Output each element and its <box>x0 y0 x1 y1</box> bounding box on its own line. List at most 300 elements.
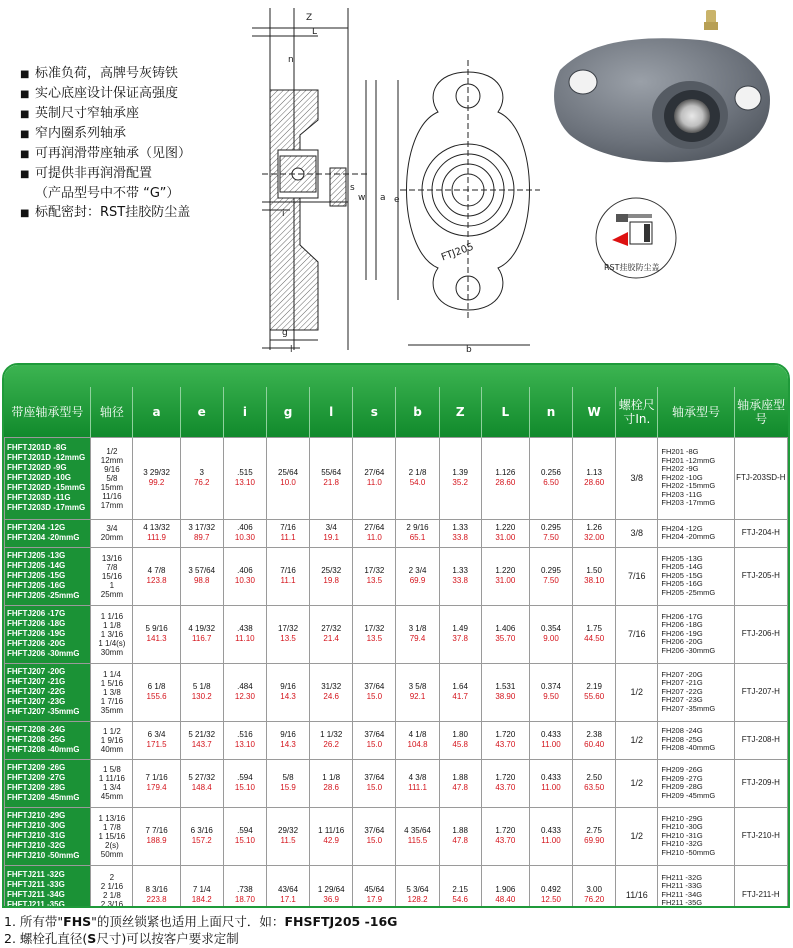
cell-housing: FTJ-203SD-H <box>734 437 787 519</box>
cell-dim-i <box>223 721 266 759</box>
cell-dim-b <box>396 721 439 759</box>
header-n: n <box>529 387 572 437</box>
cell-bore: 1 13/16 1 7/8 1 15/16 2(s) 50mm <box>91 807 133 865</box>
metric-value: 19.8 <box>323 576 339 585</box>
cell-dim-l <box>481 547 529 605</box>
inch-value: 2.15 <box>452 885 468 894</box>
metric-value: 6.50 <box>543 478 559 487</box>
inch-value: 1.50 <box>586 566 602 575</box>
metric-value: 60.40 <box>584 740 605 749</box>
inch-value: 1.220 <box>495 566 516 575</box>
header-g: g <box>266 387 309 437</box>
metric-value: 92.1 <box>409 692 426 701</box>
bullet-square-icon: ■ <box>20 129 30 140</box>
cell-housing: FTJ-209-H <box>734 759 787 807</box>
metric-value: 79.4 <box>409 634 426 643</box>
footnote-pre: 螺栓孔直径( <box>19 931 88 946</box>
inch-value: 1.88 <box>452 826 468 835</box>
metric-value: 17.1 <box>280 895 296 904</box>
spec-table-body <box>5 437 788 908</box>
cell-dim-l <box>481 721 529 759</box>
cell-dim-s <box>353 519 396 547</box>
cell-dim-e <box>180 865 223 908</box>
metric-value: 69.9 <box>409 576 426 585</box>
inch-value: 0.295 <box>540 523 562 532</box>
metric-value: 11.00 <box>541 836 561 845</box>
metric-value: 12.50 <box>540 895 562 904</box>
bullet-square-icon: ■ <box>20 89 30 100</box>
inch-value: 6 3/16 <box>190 826 213 835</box>
inch-value: 9/16 <box>280 730 296 739</box>
cell-bearing: FH205 -13G FH205 -14G FH205 -15G FH205 -16G FH205 -25mmG <box>658 547 734 605</box>
metric-value: 128.2 <box>407 895 428 904</box>
cell-dim-z <box>439 865 481 908</box>
inch-value: 27/64 <box>364 523 385 532</box>
cell-dim-e <box>180 437 223 519</box>
cell-dim-n <box>529 663 572 721</box>
cell-dim-n <box>529 807 572 865</box>
inch-value: 25/32 <box>321 566 342 575</box>
metric-value: 76.20 <box>584 895 605 904</box>
bullet-square-icon: ■ <box>20 208 30 219</box>
inch-value: 3 29/32 <box>143 468 170 477</box>
cell-dim-g <box>266 519 309 547</box>
header-z: Z <box>439 387 481 437</box>
cell-dim-i <box>223 865 266 908</box>
cell-dim-b <box>396 437 439 519</box>
inch-value: 3 57/64 <box>188 566 216 575</box>
metric-value: 179.4 <box>146 783 167 792</box>
cell-dim-b <box>396 807 439 865</box>
metric-value: 47.8 <box>452 836 468 845</box>
footnote <box>4 930 784 947</box>
cell-dim-a <box>133 759 180 807</box>
cell-dim-s <box>353 663 396 721</box>
metric-value: 11.00 <box>541 740 561 749</box>
cell-dim-l <box>310 519 353 547</box>
cell-dim-g <box>266 605 309 663</box>
cell-bore: 1 1/4 1 5/16 1 3/8 1 7/16 35mm <box>91 663 133 721</box>
side-view <box>252 8 376 350</box>
metric-value: 37.8 <box>452 634 468 643</box>
metric-value: 130.2 <box>191 692 212 701</box>
inch-value: 7 1/16 <box>145 773 168 782</box>
metric-value: 15.0 <box>366 740 383 749</box>
inch-value: 1.39 <box>452 468 468 477</box>
inch-value: 17/32 <box>278 624 299 633</box>
table-row <box>5 437 788 519</box>
cell-bearing: FH206 -17G FH206 -18G FH206 -19G FH206 -20G FH206 -30mmG <box>658 605 734 663</box>
cell-bolt-size: 1/2 <box>616 721 658 759</box>
header-bolt-size: 螺栓尺寸In. <box>616 387 658 437</box>
cell-housing: FTJ-205-H <box>734 547 787 605</box>
cell-housing: FTJ-208-H <box>734 721 787 759</box>
inch-value: 2.75 <box>586 826 602 835</box>
inch-value: 1.406 <box>495 624 516 633</box>
inch-value: 2.38 <box>586 730 602 739</box>
cell-dim-a <box>133 519 180 547</box>
dim-label-a: a <box>380 193 386 203</box>
cell-model: FHFTJ211 -32G FHFTJ211 -33G FHFTJ211 -34G FHFTJ211 -35G <box>5 865 91 908</box>
dim-label-g: g <box>282 328 288 338</box>
cell-dim-l <box>481 759 529 807</box>
cell-dim-w <box>573 807 616 865</box>
cell-dim-a <box>133 547 180 605</box>
inch-value: 45/64 <box>364 885 385 894</box>
cell-dim-w <box>573 605 616 663</box>
cell-dim-s <box>353 759 396 807</box>
cell-dim-l <box>481 519 529 547</box>
inch-value: .515 <box>237 468 253 477</box>
cell-dim-z <box>439 807 481 865</box>
dim-label-l-lower: l <box>290 345 293 355</box>
metric-value: 31.00 <box>495 576 516 585</box>
inch-value: 1.720 <box>495 773 516 782</box>
metric-value: 47.8 <box>452 783 468 792</box>
metric-value: 15.0 <box>366 836 383 845</box>
cell-dim-l <box>310 759 353 807</box>
cell-dim-e <box>180 663 223 721</box>
footnote-bold1: S <box>87 931 97 946</box>
inch-value: 2 3/4 <box>408 566 427 575</box>
metric-value: 38.90 <box>495 692 516 701</box>
cell-model: FHFTJ207 -20G FHFTJ207 -21G FHFTJ207 -22G FHFTJ207 -23G FHFTJ207 -35mmG <box>5 663 91 721</box>
inch-value: 5 9/16 <box>145 624 168 633</box>
inch-value: 4 3/8 <box>408 773 427 782</box>
inch-value: 17/32 <box>364 624 385 633</box>
feature-text: 实心底座设计保证高强度 <box>35 86 179 101</box>
cell-dim-z <box>439 437 481 519</box>
inch-value: 1.720 <box>495 730 516 739</box>
inch-value: 5 27/32 <box>188 773 216 782</box>
inch-value: 4 19/32 <box>188 624 216 633</box>
metric-value: 42.9 <box>323 836 339 845</box>
cell-bore: 1 1/16 1 1/8 1 3/16 1 1/4(s) 30mm <box>91 605 133 663</box>
cell-dim-e <box>180 605 223 663</box>
metric-value: 7.50 <box>543 533 559 542</box>
metric-value: 21.4 <box>323 634 339 643</box>
metric-value: 38.10 <box>584 576 605 585</box>
cell-dim-b <box>396 759 439 807</box>
footnote <box>4 913 784 930</box>
cell-dim-s <box>353 865 396 908</box>
cell-dim-l <box>481 865 529 908</box>
cell-dim-l <box>310 663 353 721</box>
header-s: s <box>353 387 396 437</box>
inch-value: 3 <box>199 468 204 477</box>
dim-label-b: b <box>466 345 472 355</box>
footnote-pre: 所有带" <box>19 914 64 929</box>
cell-dim-g <box>266 865 309 908</box>
cell-bolt-size: 1/2 <box>616 807 658 865</box>
cell-dim-g <box>266 547 309 605</box>
cell-dim-l <box>481 437 529 519</box>
cell-dim-l <box>310 605 353 663</box>
metric-value: 48.40 <box>495 895 516 904</box>
dim-label-e: e <box>394 195 400 205</box>
metric-value: 43.70 <box>495 783 516 792</box>
cell-bolt-size: 7/16 <box>616 547 658 605</box>
inch-value: 1 1/32 <box>320 730 343 739</box>
cell-dim-n <box>529 605 572 663</box>
inch-value: .406 <box>237 523 253 532</box>
metric-value: 11.1 <box>280 533 296 542</box>
inch-value: 37/64 <box>364 826 385 835</box>
inch-value: 7 7/16 <box>145 826 168 835</box>
housing-mark: FTJ205 <box>439 241 476 264</box>
inch-value: 4 13/32 <box>143 523 170 532</box>
inch-value: 1.220 <box>495 523 516 532</box>
metric-value: 36.9 <box>323 895 339 904</box>
inch-value: 1 11/16 <box>318 826 345 835</box>
table-row <box>5 547 788 605</box>
dim-label-w: w <box>358 193 366 203</box>
inch-value: 7/16 <box>280 566 296 575</box>
feature-text: 英制尺寸窄轴承座 <box>35 106 140 121</box>
cell-dim-z <box>439 547 481 605</box>
metric-value: 18.70 <box>234 895 255 904</box>
rst-seal-label: RST挂胶防尘盖 <box>604 263 660 272</box>
cell-bore: 3/4 20mm <box>91 519 133 547</box>
cell-dim-s <box>353 547 396 605</box>
cell-dim-g <box>266 437 309 519</box>
inch-value: 0.295 <box>540 566 562 575</box>
cell-dim-e <box>180 721 223 759</box>
metric-value: 15.0 <box>366 692 383 701</box>
inch-value: .738 <box>237 885 253 894</box>
metric-value: 11.5 <box>280 836 296 845</box>
metric-value: 9.50 <box>543 692 559 701</box>
metric-value: 11.0 <box>366 533 382 542</box>
cell-bolt-size: 7/16 <box>616 605 658 663</box>
metric-value: 143.7 <box>191 740 212 749</box>
inch-value: .406 <box>237 566 253 575</box>
metric-value: 14.3 <box>280 692 296 701</box>
feature-text: （产品型号中不带 “G”） <box>35 186 180 201</box>
header-l-upper: L <box>481 387 529 437</box>
cell-dim-i <box>223 519 266 547</box>
header-a: a <box>133 387 180 437</box>
cell-dim-l <box>310 437 353 519</box>
cell-bolt-size: 1/2 <box>616 759 658 807</box>
header-bore: 轴径 <box>91 387 133 437</box>
inch-value: 2 9/16 <box>406 523 429 532</box>
feature-text: 窄内圈系列轴承 <box>35 126 127 141</box>
metric-value: 63.50 <box>584 783 605 792</box>
cell-bearing: FH210 -29G FH210 -30G FH210 -31G FH210 -32G FH210 -50mmG <box>658 807 734 865</box>
bullet-square-icon: ■ <box>20 69 30 80</box>
inch-value: 1.906 <box>495 885 516 894</box>
header-b: b <box>396 387 439 437</box>
metric-value: 148.4 <box>191 783 212 792</box>
inch-value: .594 <box>237 826 253 835</box>
metric-value: 33.8 <box>452 533 468 542</box>
header-housing: 轴承座型号 <box>737 397 786 426</box>
metric-value: 104.8 <box>407 740 428 749</box>
metric-value: 10.30 <box>234 576 255 585</box>
feature-text: 标准负荷，高牌号灰铸铁 <box>35 66 179 81</box>
inch-value: 31/32 <box>321 682 342 691</box>
cell-dim-a <box>133 437 180 519</box>
feature-text: 可再润滑带座轴承（见图） <box>35 146 192 161</box>
inch-value: 1 29/64 <box>317 885 345 894</box>
metric-value: 11.10 <box>235 634 255 643</box>
front-view <box>398 60 540 345</box>
metric-value: 65.1 <box>409 533 426 542</box>
cell-bearing: FH204 -12G FH204 -20mmG <box>658 519 734 547</box>
metric-value: 31.00 <box>495 533 516 542</box>
metric-value: 33.8 <box>452 576 468 585</box>
inch-value: 27/64 <box>364 468 385 477</box>
cell-dim-l <box>310 865 353 908</box>
cell-dim-s <box>353 807 396 865</box>
dim-label-s: s <box>350 183 355 193</box>
table-row <box>5 759 788 807</box>
metric-value: 35.70 <box>495 634 516 643</box>
header-bearing: 轴承型号 <box>658 387 734 437</box>
cell-housing: FTJ-210-H <box>734 807 787 865</box>
inch-value: 5/8 <box>282 773 294 782</box>
inch-value: 37/64 <box>364 682 385 691</box>
metric-value: 11.00 <box>541 783 561 792</box>
inch-value: 27/32 <box>321 624 342 633</box>
metric-value: 12.30 <box>234 692 255 701</box>
header-w: W <box>573 387 616 437</box>
metric-value: 32.00 <box>584 533 605 542</box>
spec-table-panel <box>2 363 790 908</box>
metric-value: 115.5 <box>407 836 428 845</box>
inch-value: 29/32 <box>278 826 299 835</box>
metric-value: 55.60 <box>584 692 605 701</box>
inch-value: 4 7/8 <box>147 566 166 575</box>
cell-bore: 1 1/2 1 9/16 40mm <box>91 721 133 759</box>
inch-value: 7/16 <box>280 523 296 532</box>
cell-dim-l <box>310 721 353 759</box>
cell-dim-i <box>223 759 266 807</box>
inch-value: 1.33 <box>452 566 468 575</box>
cell-dim-n <box>529 865 572 908</box>
product-photo <box>554 10 770 162</box>
inch-value: 4 1/8 <box>408 730 427 739</box>
cell-dim-w <box>573 721 616 759</box>
cell-dim-s <box>353 721 396 759</box>
metric-value: 28.6 <box>323 783 339 792</box>
cell-dim-a <box>133 663 180 721</box>
cell-dim-z <box>439 759 481 807</box>
inch-value: 1 1/8 <box>322 773 341 782</box>
cell-bearing: FH211 -32G FH211 -33G FH211 -34G FH211 -35G <box>658 865 734 908</box>
metric-value: 7.50 <box>543 576 559 585</box>
cell-bore: 13/16 7/8 15/16 1 25mm <box>91 547 133 605</box>
cell-housing: FTJ-207-H <box>734 663 787 721</box>
bullet-square-icon: ■ <box>20 109 30 120</box>
metric-value: 171.5 <box>146 740 167 749</box>
inch-value: 1.531 <box>495 682 516 691</box>
inch-value: 37/64 <box>364 773 385 782</box>
metric-value: 89.7 <box>193 533 210 542</box>
cell-dim-a <box>133 605 180 663</box>
cell-dim-w <box>573 547 616 605</box>
cell-dim-e <box>180 547 223 605</box>
spec-table <box>4 387 788 908</box>
metric-value: 15.10 <box>234 783 255 792</box>
cell-dim-z <box>439 605 481 663</box>
metric-value: 11.1 <box>280 576 296 585</box>
metric-value: 13.10 <box>234 478 255 487</box>
metric-value: 21.8 <box>323 478 339 487</box>
cell-housing: FTJ-206-H <box>734 605 787 663</box>
dim-label-l-upper: L <box>312 27 318 37</box>
metric-value: 15.10 <box>234 836 255 845</box>
bullet-square-icon: ■ <box>20 149 30 160</box>
metric-value: 35.2 <box>452 478 468 487</box>
cell-dim-n <box>529 437 572 519</box>
metric-value: 99.2 <box>148 478 165 487</box>
metric-value: 28.60 <box>495 478 516 487</box>
inch-value: 2.19 <box>586 682 602 691</box>
cell-dim-g <box>266 807 309 865</box>
inch-value: 0.374 <box>540 682 562 691</box>
cell-dim-w <box>573 519 616 547</box>
footnote-num: 2. <box>4 931 20 946</box>
metric-value: 157.2 <box>191 836 212 845</box>
table-row <box>5 807 788 865</box>
inch-value: 1.49 <box>452 624 468 633</box>
cell-dim-e <box>180 807 223 865</box>
metric-value: 54.6 <box>452 895 468 904</box>
metric-value: 14.3 <box>280 740 296 749</box>
cell-dim-z <box>439 519 481 547</box>
metric-value: 184.2 <box>191 895 212 904</box>
front-view-labels <box>440 242 475 355</box>
cell-dim-w <box>573 865 616 908</box>
inch-value: 0.433 <box>540 773 562 782</box>
metric-value: 155.6 <box>146 692 167 701</box>
cell-model: FHFTJ209 -26G FHFTJ209 -27G FHFTJ209 -28G FHFTJ209 -45mmG <box>5 759 91 807</box>
metric-value: 9.00 <box>543 634 559 643</box>
cell-dim-l <box>310 807 353 865</box>
inch-value: 1.33 <box>452 523 468 532</box>
inch-value: 3 17/32 <box>188 523 216 532</box>
metric-value: 111.9 <box>147 533 166 542</box>
metric-value: 17.9 <box>366 895 383 904</box>
metric-value: 45.8 <box>452 740 468 749</box>
feature-text: 可提供非再润滑配置 <box>35 166 153 181</box>
cell-dim-l <box>481 663 529 721</box>
header-i: i <box>223 387 266 437</box>
header-model: 带座轴承型号 <box>5 387 91 437</box>
metric-value: 15.0 <box>366 783 383 792</box>
cell-dim-n <box>529 519 572 547</box>
cell-bearing: FH208 -24G FH208 -25G FH208 -40mmG <box>658 721 734 759</box>
cell-model: FHFTJ201D -8G FHFTJ201D -12mmG FHFTJ202D -9G FHFTJ202D -10G FHFTJ202D -15mmG FHFTJ203D -11G FHFTJ203D -17mmG <box>5 437 91 519</box>
inch-value: 3.00 <box>586 885 602 894</box>
metric-value: 13.5 <box>280 634 296 643</box>
inch-value: .484 <box>237 682 253 691</box>
cell-bolt-size: 3/8 <box>616 519 658 547</box>
metric-value: 43.70 <box>495 836 516 845</box>
cell-dim-b <box>396 865 439 908</box>
metric-value: 111.1 <box>408 783 427 792</box>
inch-value: 7 1/4 <box>192 885 211 894</box>
cell-bore: 1/2 12mm 9/16 5/8 15mm 11/16 17mm <box>91 437 133 519</box>
inch-value: 3/4 <box>325 523 337 532</box>
cell-bearing: FH209 -26G FH209 -27G FH209 -28G FH209 -45mmG <box>658 759 734 807</box>
dim-label-i: i <box>282 209 285 219</box>
cell-dim-z <box>439 663 481 721</box>
cell-dim-l <box>481 807 529 865</box>
metric-value: 116.7 <box>192 634 212 643</box>
